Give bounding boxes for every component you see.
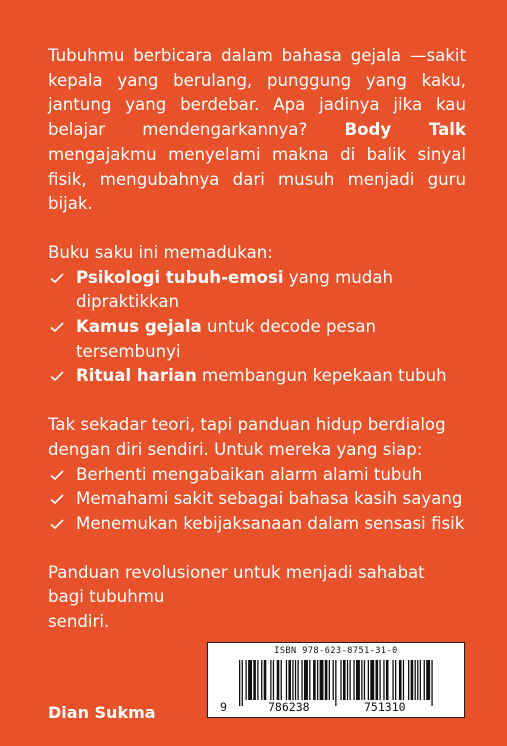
barcode-bar <box>395 660 396 700</box>
intro-paragraph <box>48 44 466 217</box>
barcode-bar <box>376 660 379 700</box>
audience-item <box>48 463 466 488</box>
barcode-bar <box>411 660 414 700</box>
closing-line-1: Panduan revolusioner untuk menjadi sahabat <box>48 562 425 582</box>
check-icon <box>49 270 65 286</box>
barcode-bar <box>424 660 425 700</box>
feature-bold: Ritual harian <box>76 366 197 386</box>
barcode-bar <box>325 660 328 700</box>
barcode-bar <box>379 660 380 700</box>
barcode-bar <box>329 660 330 700</box>
barcode-bar <box>246 660 247 700</box>
barcode-bar <box>333 660 334 700</box>
check-icon <box>49 368 65 384</box>
isbn-barcode <box>207 642 465 718</box>
barcode-bar <box>292 660 293 700</box>
barcode-bar <box>295 660 296 700</box>
barcode-bar <box>392 660 393 700</box>
isbn-label: ISBN 978-623-8751-31-0 <box>274 646 398 656</box>
feature-text: yang mudah dipraktikkan <box>76 267 394 312</box>
barcode-bar <box>273 660 274 700</box>
barcode-bar <box>386 660 389 700</box>
audience-text: Memahami sakit sebagai bahasa kasih sayang <box>76 489 463 509</box>
barcode-bar <box>340 660 341 700</box>
feature-item <box>48 266 466 315</box>
audience-item <box>48 487 466 512</box>
closing-line-3: sendiri. <box>48 612 110 632</box>
barcode-bar <box>368 660 369 700</box>
features-list <box>48 266 466 390</box>
features-heading: Buku saku ini memadukan: <box>48 242 273 262</box>
closing-line-2: bagi tubuhmu <box>48 587 165 607</box>
check-icon <box>49 516 65 532</box>
feature-text: untuk decode pesan tersembunyi <box>76 317 377 361</box>
intro-text-end: mengajakmu menyelami makna di balik sinyal fisik, mengubahnya dari musuh menjadi guru bijak. <box>48 144 466 214</box>
barcode-bar <box>361 660 362 700</box>
book-title: Body Talk <box>344 120 466 140</box>
audience-item <box>48 512 466 537</box>
barcode-bar <box>320 660 324 700</box>
check-icon <box>49 491 65 507</box>
barcode-bar <box>248 660 252 700</box>
barcode-bar <box>270 660 271 700</box>
audience-text: Berhenti mengabaikan alarm alami tubuh <box>76 464 423 484</box>
barcode-bar <box>420 660 421 700</box>
barcode-bar <box>408 660 409 700</box>
barcode-bar <box>343 660 346 700</box>
barcode-bar <box>335 660 336 706</box>
barcode-bar <box>426 660 430 700</box>
back-cover-text <box>48 44 466 635</box>
barcode-bar <box>288 660 291 700</box>
barcode-digit-first: 9 <box>220 700 227 714</box>
barcode-bar <box>353 660 354 700</box>
barcode-bar <box>242 660 243 706</box>
barcode-bar <box>403 660 404 700</box>
barcode-bar <box>347 660 348 700</box>
author-name: Dian Sukma <box>48 703 156 722</box>
barcode-bar <box>317 660 318 700</box>
barcode-bar <box>431 660 432 706</box>
barcode-bar <box>239 660 240 706</box>
barcode-bar <box>298 660 299 700</box>
feature-text: membangun kepekaan tubuh <box>196 366 447 386</box>
barcode-bar <box>399 660 402 700</box>
barcode-bar <box>257 660 258 700</box>
check-icon <box>49 319 65 335</box>
barcode-bar <box>313 660 316 700</box>
barcode-bar <box>286 660 287 700</box>
audience-text: Menemukan kebijaksanaan dalam sensasi fisik <box>76 513 465 533</box>
feature-bold: Kamus gejala <box>76 317 202 337</box>
barcode-bar <box>281 660 282 700</box>
barcode-bar <box>264 660 267 700</box>
barcode-bar <box>417 660 418 700</box>
barcode-bar <box>304 660 308 700</box>
barcode-bar <box>309 660 310 700</box>
barcode-bar <box>356 660 360 700</box>
barcode-digits-left: 786238 <box>268 700 310 714</box>
barcode-digits-right: 751310 <box>364 700 406 714</box>
audience-intro: Tak sekadar teori, tapi panduan hidup berdialog dengan diri sendiri. Untuk mereka yang siap: <box>48 415 446 459</box>
check-icon <box>49 467 65 483</box>
barcode-bar <box>364 660 365 700</box>
feature-item <box>48 315 466 364</box>
barcode-bar <box>415 660 416 700</box>
barcode-bar <box>277 660 280 700</box>
barcode-bar <box>261 660 262 700</box>
barcode-bar <box>383 660 384 700</box>
feature-bold: Psikologi tubuh-emosi <box>76 267 284 287</box>
barcode-bar <box>350 660 351 700</box>
feature-item <box>48 364 466 389</box>
intro-text-start: Tubuhmu berbicara dalam bahasa gejala —sakit kepala yang berulang, punggung yang kaku, jantung yang berdebar. Apa jadinya jika kau belajar mendengarkannya? <box>48 46 466 140</box>
barcode-bar <box>253 660 256 700</box>
barcode-bar <box>370 660 374 700</box>
audience-list <box>48 463 466 537</box>
barcode-bar <box>301 660 302 700</box>
